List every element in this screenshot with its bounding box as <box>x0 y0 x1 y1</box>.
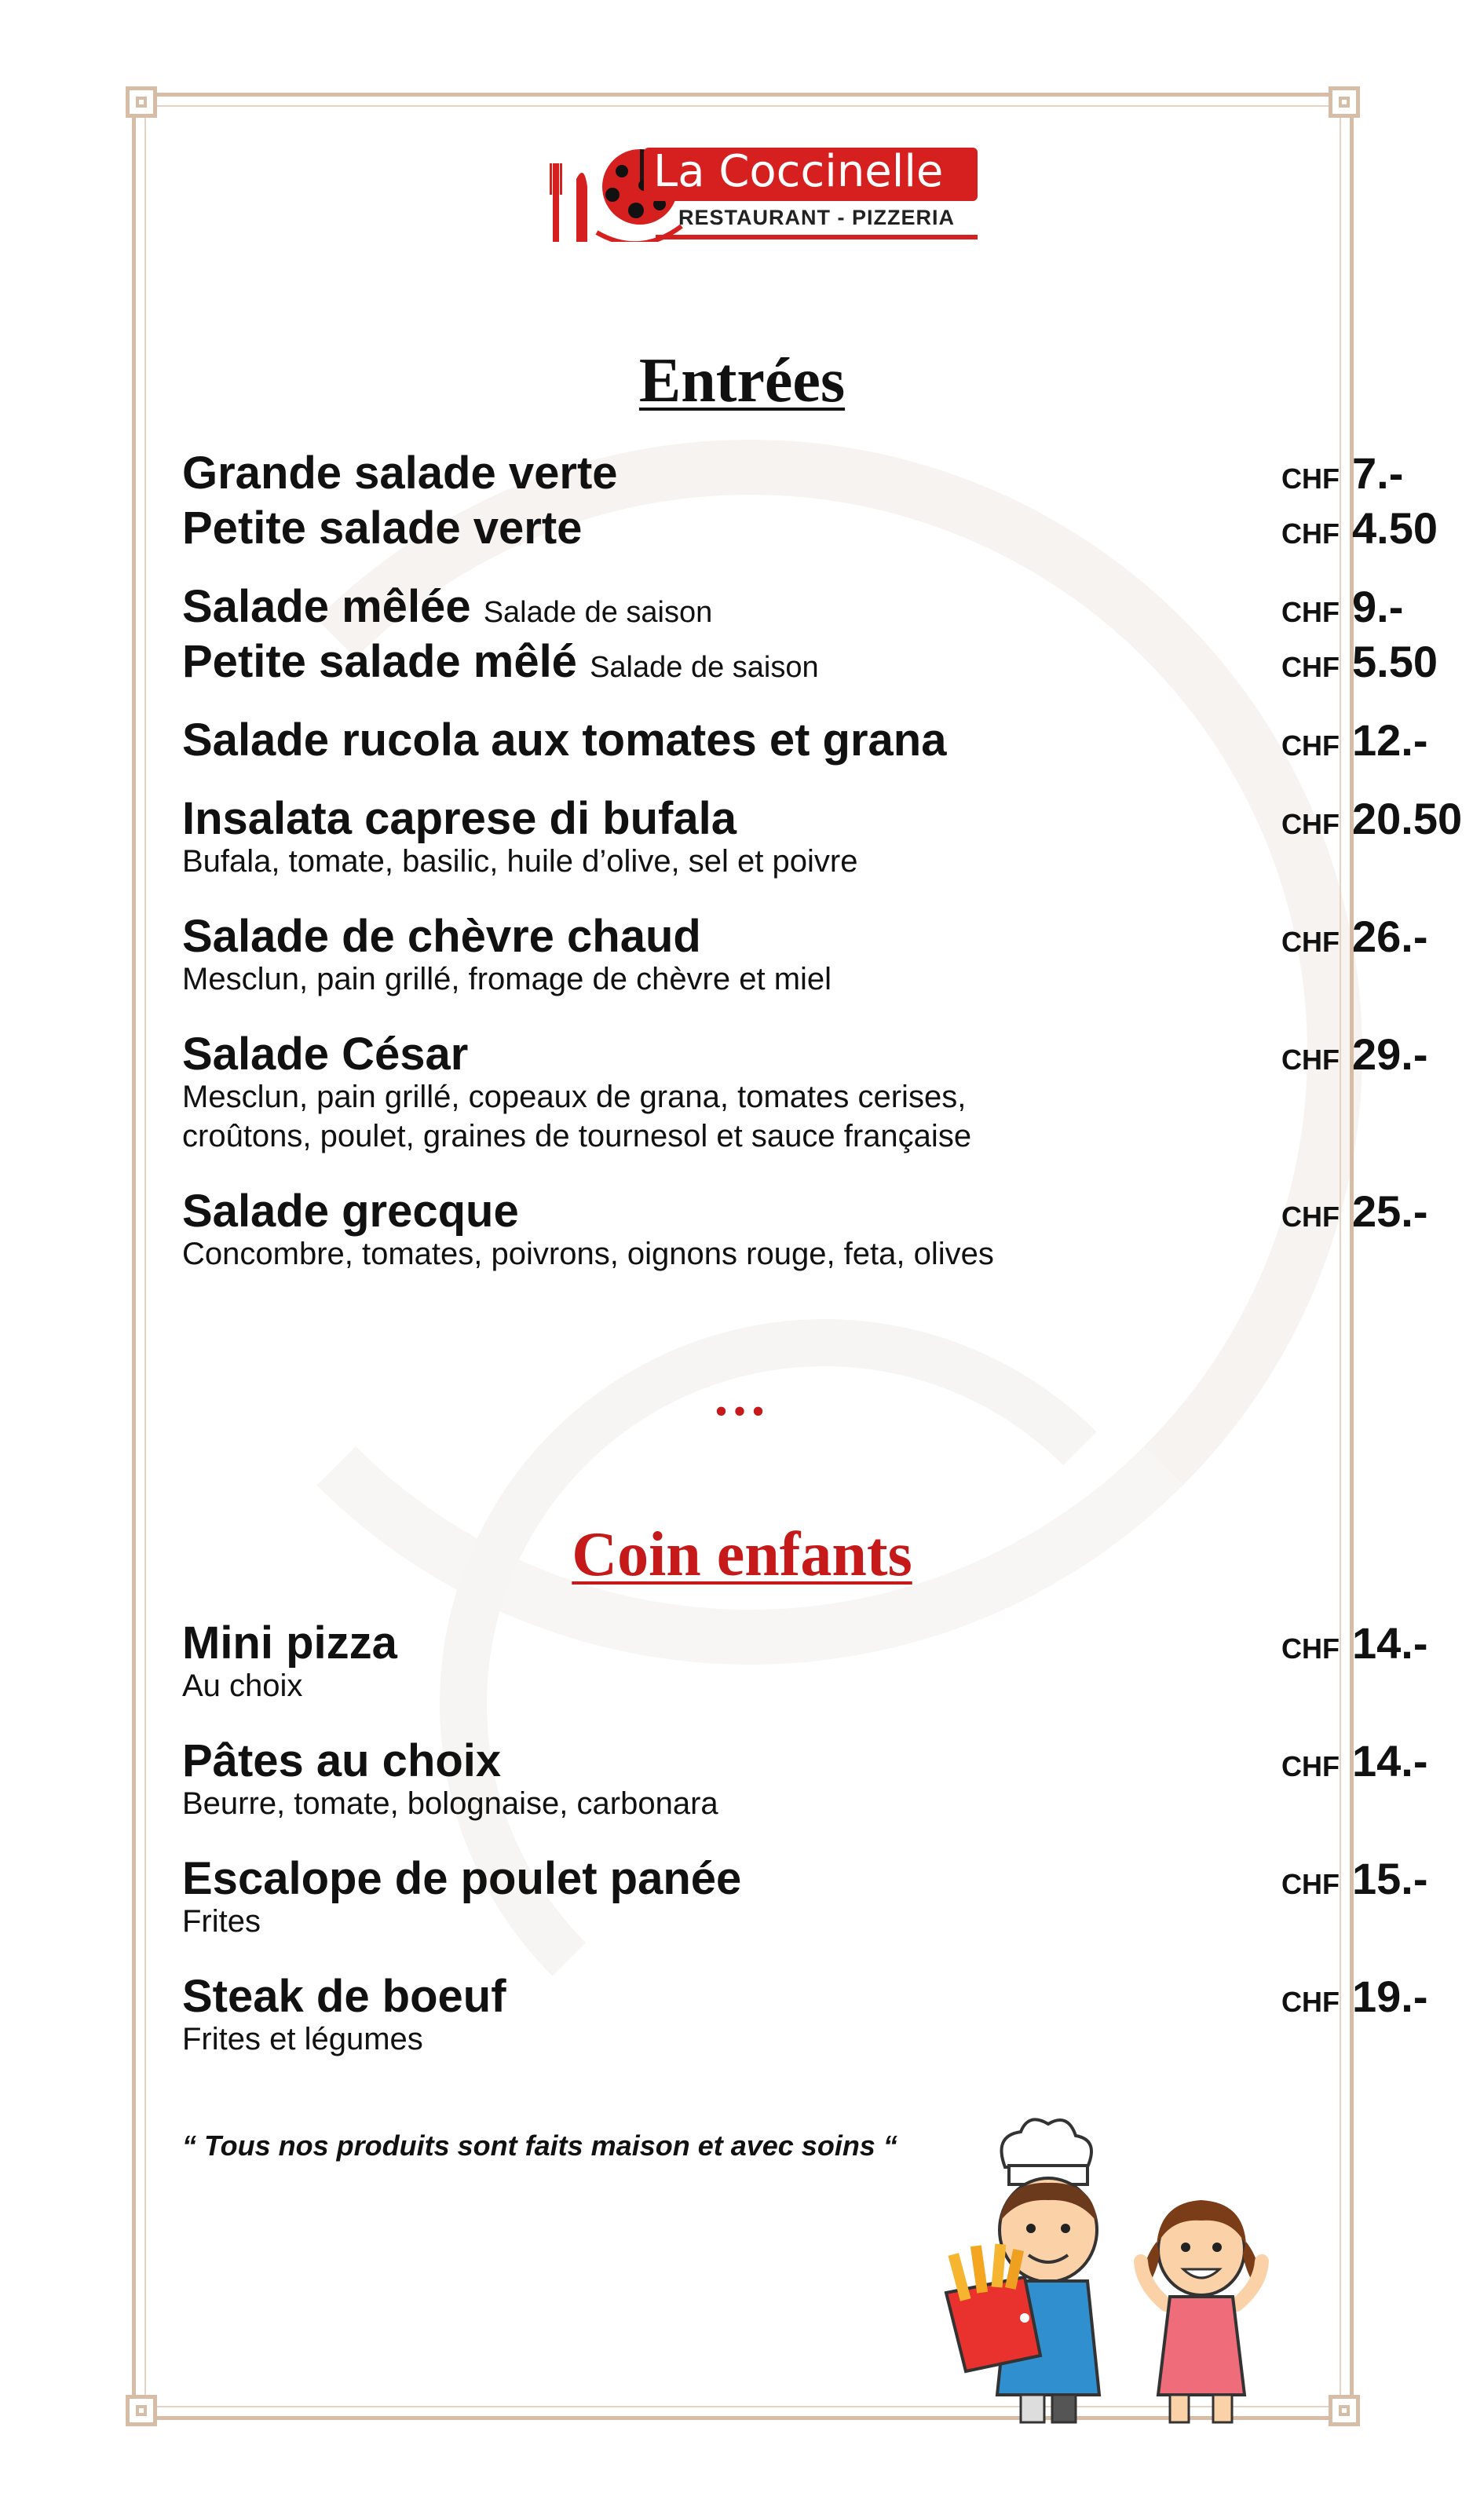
currency: CHF <box>1281 596 1340 628</box>
frame-corner-ornament <box>1329 2395 1360 2426</box>
item-name: Insalata caprese di bufala <box>182 793 737 844</box>
menu-item <box>182 1969 1428 2059</box>
item-description: Au choix <box>182 1669 303 1703</box>
item-note: Salade de saison <box>590 651 819 684</box>
item-name: Pâtes au choix <box>182 1735 502 1786</box>
item-description: Concombre, tomates, poivrons, oignons rouge, feta, olives <box>182 1237 994 1271</box>
menu-item <box>182 579 1404 640</box>
menu-item <box>182 634 1438 695</box>
currency: CHF <box>1281 1868 1340 1900</box>
item-price <box>1281 501 1438 568</box>
price-value: 25.- <box>1352 1186 1428 1236</box>
kids-chef-illustration <box>930 2112 1292 2426</box>
item-name: Salade rucola aux tomates et grana <box>182 715 947 766</box>
currency: CHF <box>1281 1632 1340 1665</box>
currency: CHF <box>1281 729 1340 762</box>
price-value: 7.- <box>1352 448 1404 498</box>
item-price <box>1281 1184 1428 1251</box>
item-name: Grande salade verte <box>182 448 618 499</box>
menu-item <box>182 1851 1428 1941</box>
menu-item <box>182 446 1404 501</box>
item-price <box>1281 1851 1428 1918</box>
currency: CHF <box>1281 517 1340 550</box>
menu-item <box>182 713 1428 768</box>
price-value: 26.- <box>1352 912 1428 961</box>
currency: CHF <box>1281 926 1340 958</box>
price-value: 29.- <box>1352 1029 1428 1079</box>
item-name: Salade de chèvre chaud <box>182 911 701 962</box>
item-description: Frites <box>182 1904 261 1939</box>
section-separator: ... <box>714 1367 770 1427</box>
item-note: Salade de saison <box>483 596 713 629</box>
price-value: 5.50 <box>1352 637 1438 686</box>
menu-item <box>182 791 1463 881</box>
item-name: Escalope de poulet panée <box>182 1853 742 1904</box>
item-name: Steak de boeuf <box>182 1971 506 2022</box>
menu-item <box>182 1734 1428 1823</box>
menu-item <box>182 501 1438 556</box>
item-price <box>1281 713 1428 780</box>
currency: CHF <box>1281 1044 1340 1076</box>
item-description: Mesclun, pain grillé, fromage de chèvre et miel <box>182 962 832 996</box>
menu-item <box>182 1184 1428 1274</box>
item-price <box>1281 909 1428 976</box>
footer-quote: “ Tous nos produits sont faits maison et avec soins “ <box>182 2129 897 2162</box>
currency: CHF <box>1281 651 1340 683</box>
price-value: 4.50 <box>1352 503 1438 553</box>
menu-item <box>182 1616 1428 1705</box>
frame-corner-ornament <box>126 2395 157 2426</box>
item-name: Petite salade verte <box>182 503 583 554</box>
item-price <box>1281 634 1438 701</box>
item-name: Salade César <box>182 1029 469 1080</box>
item-description: Mesclun, pain grillé, copeaux de grana, tomates cerises, <box>182 1080 967 1114</box>
currency: CHF <box>1281 1986 1340 2018</box>
item-price <box>1281 1969 1428 2036</box>
item-price <box>1281 1616 1428 1683</box>
price-value: 12.- <box>1352 715 1428 765</box>
menu-item <box>182 909 1428 999</box>
price-value: 9.- <box>1352 582 1404 631</box>
price-value: 19.- <box>1352 1972 1428 2021</box>
item-price <box>1281 1027 1428 1094</box>
currency: CHF <box>1281 1750 1340 1782</box>
item-description-line2: croûtons, poulet, graines de tournesol et sauce française <box>182 1119 972 1153</box>
price-value: 15.- <box>1352 1854 1428 1903</box>
price-value: 14.- <box>1352 1736 1428 1786</box>
price-value: 14.- <box>1352 1618 1428 1668</box>
item-name: Salade grecque <box>182 1186 519 1237</box>
item-price <box>1281 791 1462 858</box>
item-name: Salade mêlée <box>182 581 471 632</box>
currency: CHF <box>1281 462 1340 495</box>
logo-subtitle: RESTAURANT - PIZZERIA <box>656 206 978 239</box>
item-name: Petite salade mêlé <box>182 636 577 687</box>
item-description: Frites et légumes <box>182 2022 423 2056</box>
section-title-enfants: Coin enfants <box>572 1520 912 1589</box>
section-title-entrees: Entrées <box>638 346 846 415</box>
currency: CHF <box>1281 1201 1340 1233</box>
restaurant-logo <box>503 140 981 246</box>
item-description: Beurre, tomate, bolognaise, carbonara <box>182 1786 718 1821</box>
item-description: Bufala, tomate, basilic, huile d’olive, sel et poivre <box>182 844 858 879</box>
frame-corner-ornament <box>126 86 157 118</box>
item-name: Mini pizza <box>182 1618 397 1669</box>
currency: CHF <box>1281 808 1340 840</box>
logo-name: La Coccinelle <box>653 146 944 197</box>
price-value: 20.50 <box>1352 794 1463 843</box>
frame-corner-ornament <box>1329 86 1360 118</box>
menu-item <box>182 1027 1428 1156</box>
item-price <box>1281 1734 1428 1800</box>
